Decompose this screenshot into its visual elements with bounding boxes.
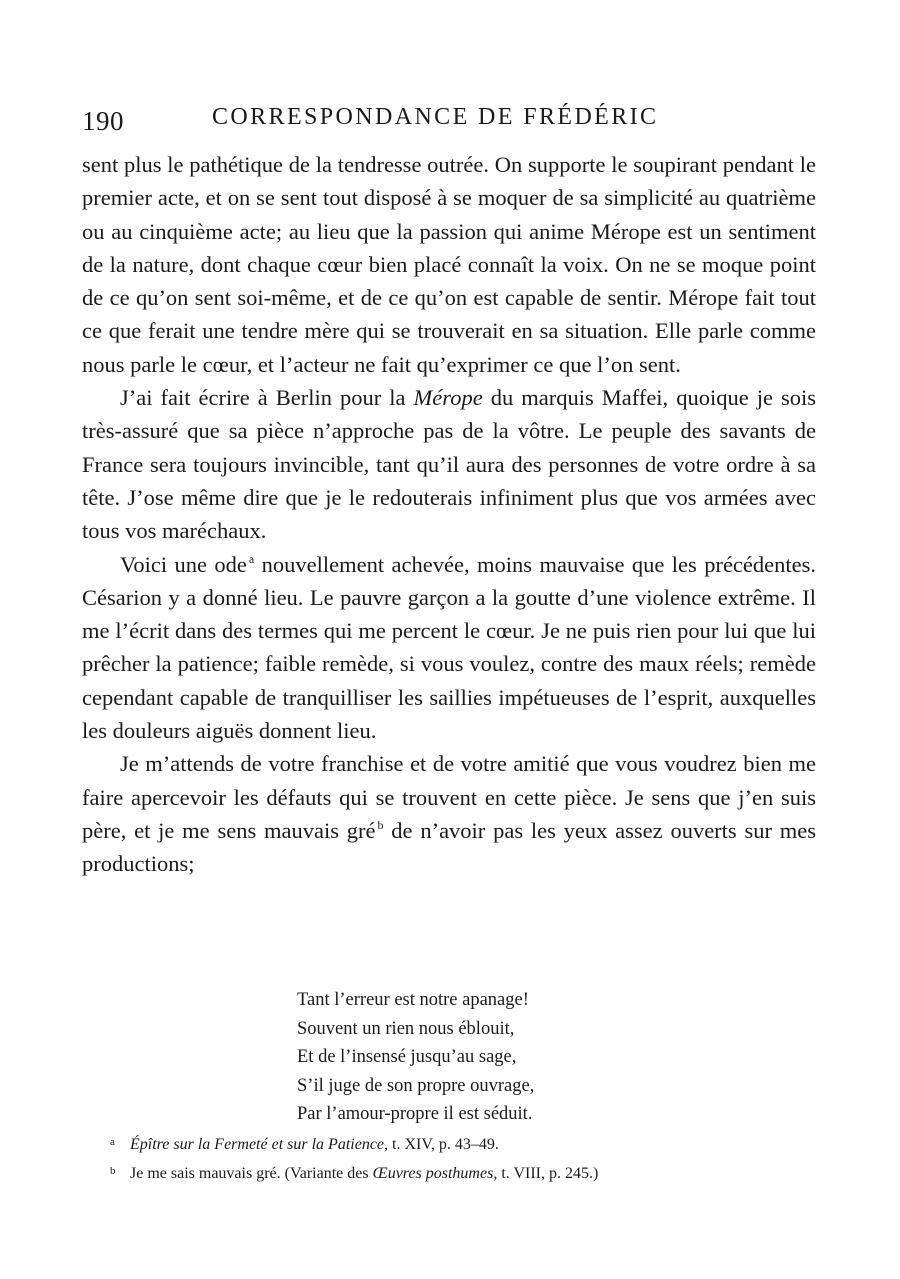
paragraph-1-text: sent plus le pathétique de la tendresse outrée. On supporte le soupirant pendant le premier acte, et on se sent tout disposé à se moquer de sa simplicité au quatrième ou au cinquième acte; au lieu que la passion qui anime Mérope est un sentiment de la nature, dont chaque cœur bien placé connaît la voix. On ne se moque point de ce qu’on sent soi-même, et de ce qu’on est capable de sentir. Mérope fait tout ce que ferait une tendre mère qui se trouverait en sa situation. Elle parle comme nous parle le cœur, et l’acteur ne fait qu’exprimer ce que l’on sent. bbox=[82, 152, 816, 377]
verse-line: Et de l’insensé jusqu’au sage, bbox=[297, 1047, 517, 1067]
paragraph-3-text-start: Voici une ode bbox=[120, 551, 247, 577]
verse-line: Par l’amour-propre il est séduit. bbox=[297, 1104, 533, 1124]
footnote-ref-a: a bbox=[248, 551, 255, 566]
footnote-b bbox=[110, 1158, 810, 1187]
footnote-mark: a bbox=[110, 1136, 115, 1148]
verse-line: Tant l’erreur est notre apanage! bbox=[297, 990, 529, 1010]
verse-block bbox=[297, 986, 534, 1129]
paragraph-4 bbox=[82, 747, 816, 880]
paragraph-4-text-start: Je m’attends de votre franchise et de votre amitié que vous voudrez bien me faire apercevoir les défauts qui se trouvent en cette pièce. Je sens que j’en suis père, et je me sens mauvais gré bbox=[82, 751, 816, 843]
paragraph-3 bbox=[82, 548, 816, 748]
footnote-mark: b bbox=[110, 1165, 116, 1177]
footnote-a-title: Épître sur la Fermeté et sur la Patience, bbox=[130, 1136, 389, 1153]
paragraph-2-text-end: du marquis Maffei, quoique je sois très-assuré que sa pièce n’approche pas de la vôtre. Le peuple des savants de France sera toujours invincible, tant qu’il aura des personnes de votre ordre à sa tête. J’ose même dire que je le redouterais infiniment plus que vos armées avec tous vos maréchaux. bbox=[82, 385, 816, 544]
footnote-a bbox=[110, 1129, 810, 1158]
verse-line: S’il juge de son propre ouvrage, bbox=[297, 1075, 535, 1096]
paragraph-2-text-start: J’ai fait écrire à Berlin pour la bbox=[120, 385, 414, 411]
running-title: CORRESPONDANCE DE FRÉDÉRIC bbox=[212, 104, 659, 130]
verse-line: Souvent un rien nous éblouit, bbox=[297, 1018, 515, 1039]
paragraph-1 bbox=[82, 148, 816, 381]
footnote-b-title: Œuvres posthumes, bbox=[372, 1165, 498, 1182]
page-header bbox=[82, 104, 822, 138]
main-text bbox=[82, 148, 816, 881]
page-number: 190 bbox=[82, 106, 124, 136]
paragraph-4-text-end: de n’avoir pas les yeux assez ouverts sur mes productions; bbox=[82, 817, 817, 877]
footnote-b-text: Je me sais mauvais gré. (Variante des bbox=[130, 1165, 373, 1182]
footnote-a-ref: t. XIV, p. 43–49. bbox=[388, 1136, 499, 1153]
footnote-ref-b: b bbox=[377, 817, 384, 832]
merope-title: Mérope bbox=[413, 385, 483, 411]
paragraph-2 bbox=[82, 381, 816, 547]
footnote-b-ref: t. VIII, p. 245.) bbox=[497, 1165, 599, 1182]
footnotes bbox=[110, 1129, 810, 1187]
paragraph-3-text-end: nouvellement achevée, moins mauvaise que les précédentes. Césarion y a donné lieu. Le pauvre garçon a la goutte d’une violence extrême. Il me l’écrit dans des termes qui me percent le cœur. Je ne puis rien pour lui que lui prêcher la patience; faible remède, si vous voulez, contre des maux réels; remède cependant capable de tranquilliser les saillies impétueuses de l’esprit, auxquelles les douleurs aiguës donnent lieu. bbox=[82, 551, 817, 744]
